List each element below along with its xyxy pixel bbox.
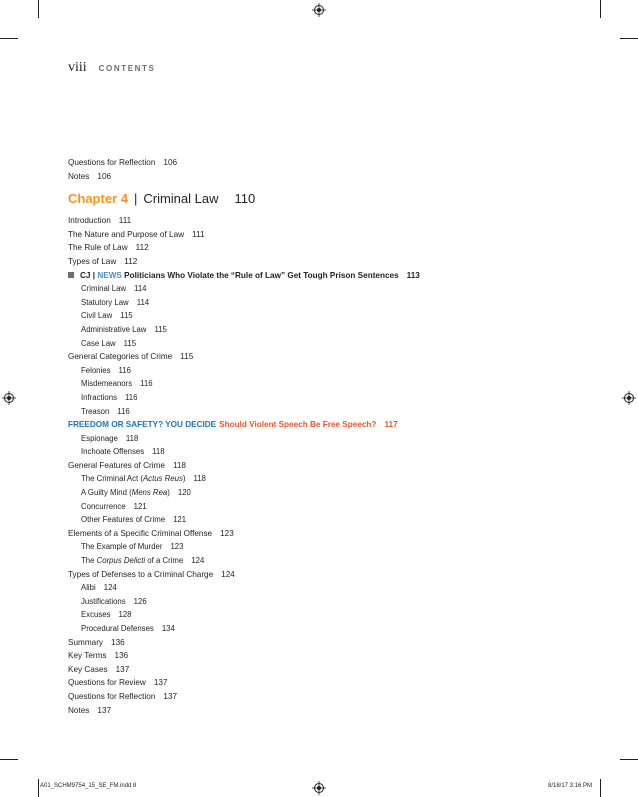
entry-page: 134 <box>161 624 175 633</box>
entry-page: 112 <box>124 256 138 266</box>
entry-page: 106 <box>163 158 178 167</box>
entry-page: 121 <box>133 501 147 511</box>
crop-mark-icon <box>620 38 638 39</box>
entry-page: 137 <box>163 691 178 701</box>
feature-label: FREEDOM OR SAFETY? YOU DECIDE <box>68 420 217 430</box>
entry-title: Types of Defenses to a Criminal Charge <box>68 569 214 579</box>
chapter-heading <box>68 190 588 208</box>
entry-title: Key Cases <box>68 664 108 674</box>
bullet-square-icon <box>68 272 74 278</box>
entry-page: 111 <box>192 229 205 239</box>
crop-mark-icon <box>620 759 638 760</box>
registration-mark-icon <box>2 391 16 405</box>
toc-entry <box>68 690 588 704</box>
entry-page: 118 <box>152 447 165 457</box>
toc-subentry <box>68 445 588 459</box>
entry-page: 115 <box>154 324 167 334</box>
entry-title: Questions for Reflection <box>68 691 156 701</box>
toc-subentry <box>68 391 588 405</box>
cj-separator: | <box>92 270 96 280</box>
entry-page: 137 <box>153 678 168 688</box>
entry-title: Criminal Law <box>81 284 127 294</box>
entry-title: Alibi <box>81 583 96 593</box>
entry-title: Notes <box>68 705 90 715</box>
entry-page: 120 <box>177 488 191 498</box>
freedom-safety-feature-entry <box>68 418 588 432</box>
entry-page: 116 <box>118 365 131 375</box>
toc-entry <box>68 636 588 650</box>
entry-page: 116 <box>124 392 138 402</box>
entry-title: Should Violent Speech Be Free Speech? <box>219 420 377 430</box>
entry-page: 118 <box>193 474 206 484</box>
toc-subentry <box>68 337 588 351</box>
entry-title: Politicians Who Violate the “Rule of Law” Get Tough Prison Sentences <box>124 270 399 280</box>
toc-entry <box>68 350 588 364</box>
entry-title-end: of a Crime <box>145 556 184 566</box>
entry-title: Questions for Review <box>68 678 146 688</box>
entry-page: 123 <box>220 528 234 538</box>
entry-title: The Example of Murder <box>81 542 163 552</box>
toc-subentry <box>68 309 588 323</box>
toc-subentry <box>68 472 588 486</box>
entry-title-italic: Actus Reus <box>142 474 183 484</box>
toc-subentry <box>68 595 588 609</box>
toc-entry <box>68 156 588 170</box>
slug-filename: A01_SCHM9754_15_SE_FM.indd 8 <box>40 783 137 789</box>
entry-page: 128 <box>118 610 132 620</box>
entry-page: 123 <box>170 542 184 552</box>
crop-mark-icon <box>0 38 18 39</box>
entry-page: 126 <box>133 596 147 606</box>
entry-title-start: A Guilty Mind ( <box>81 488 132 498</box>
toc-subentry <box>68 622 588 636</box>
toc-entry <box>68 459 588 473</box>
entry-title: Misdemeanors <box>81 379 133 389</box>
entry-title-start: The <box>81 556 97 566</box>
toc-subentry <box>68 608 588 622</box>
entry-title: Concurrence <box>81 501 126 511</box>
entry-title: Summary <box>68 637 104 647</box>
toc-entry <box>68 228 588 242</box>
chapter-title: Criminal Law <box>143 191 219 207</box>
toc-subentry <box>68 282 588 296</box>
entry-title: Procedural Defenses <box>81 624 154 633</box>
toc-entry <box>68 214 588 228</box>
entry-title: Statutory Law <box>81 297 129 307</box>
entry-title: Introduction <box>68 216 111 226</box>
entry-title: Infractions <box>81 392 117 402</box>
entry-page: 106 <box>97 171 112 181</box>
entry-title: Excuses <box>81 610 111 620</box>
toc-entry <box>68 527 588 541</box>
entry-title: Key Terms <box>68 651 107 661</box>
entry-page: 112 <box>135 243 149 253</box>
slug-date: 8/18/17 3:16 PM <box>548 783 593 789</box>
toc-subentry <box>68 581 588 595</box>
entry-title-end: ) <box>182 474 186 484</box>
entry-page: 111 <box>118 216 132 226</box>
entry-title: Elements of a Specific Criminal Offense <box>68 528 213 538</box>
toc-subentry <box>68 554 588 568</box>
entry-page: 137 <box>97 705 112 715</box>
entry-title-start: The Criminal Act ( <box>81 474 143 484</box>
news-label: NEWS <box>97 270 122 280</box>
toc-subentry <box>68 486 588 500</box>
entry-title: Treason <box>81 406 110 416</box>
entry-page: 137 <box>115 664 130 674</box>
toc-entry <box>68 676 588 690</box>
entry-page: 136 <box>114 651 129 661</box>
entry-title-end: ) <box>167 488 170 498</box>
toc-subentry <box>68 500 588 514</box>
entry-title: Civil Law <box>81 311 113 321</box>
entry-page: 124 <box>103 583 117 593</box>
running-header <box>68 60 155 76</box>
entry-title: Case Law <box>81 338 116 348</box>
entry-title: Inchoate Offenses <box>81 447 145 457</box>
entry-page: 124 <box>221 569 235 579</box>
registration-mark-icon <box>312 3 326 17</box>
registration-mark-icon <box>312 781 326 795</box>
toc-entry <box>68 663 588 677</box>
toc-subentry <box>68 364 588 378</box>
entry-page: 113 <box>406 270 420 280</box>
toc-entry <box>68 568 588 582</box>
page-folio: viii <box>68 60 87 75</box>
entry-title-italic: Corpus Delicti <box>96 556 146 566</box>
toc-entry <box>68 255 588 269</box>
crop-mark-icon <box>38 779 39 797</box>
entry-title: Notes <box>68 171 90 181</box>
entry-title: Administrative Law <box>81 324 147 334</box>
crop-mark-icon <box>600 0 601 18</box>
registration-mark-icon <box>622 391 636 405</box>
entry-page: 116 <box>117 406 130 416</box>
entry-title: General Categories of Crime <box>68 352 173 362</box>
toc-subentry <box>68 323 588 337</box>
toc-subentry <box>68 540 588 554</box>
table-of-contents <box>68 156 588 717</box>
entry-title: Espionage <box>81 433 118 443</box>
toc-subentry <box>68 405 588 419</box>
cj-label: CJ <box>80 270 91 280</box>
entry-title: General Features of Crime <box>68 460 165 470</box>
entry-title: Felonies <box>81 365 111 375</box>
toc-subentry <box>68 296 588 310</box>
entry-page: 116 <box>140 379 153 389</box>
entry-title: The Rule of Law <box>68 243 128 253</box>
cj-news-feature-entry <box>68 269 588 283</box>
entry-page: 124 <box>191 556 205 566</box>
toc-entry <box>68 704 588 718</box>
toc-entry <box>68 170 588 184</box>
entry-page: 118 <box>125 433 139 443</box>
toc-entry <box>68 241 588 255</box>
entry-title: Other Features of Crime <box>81 515 166 525</box>
toc-subentry <box>68 513 588 527</box>
entry-title: The Nature and Purpose of Law <box>68 229 185 239</box>
entry-page: 118 <box>172 460 186 470</box>
crop-mark-icon <box>38 0 39 18</box>
entry-title: Justifications <box>81 596 126 606</box>
chapter-separator: | <box>133 191 138 207</box>
entry-title: Questions for Reflection <box>68 158 156 167</box>
entry-page: 121 <box>173 515 187 525</box>
entry-page: 115 <box>180 352 194 362</box>
entry-page: 114 <box>134 284 147 294</box>
chapter-number: Chapter 4 <box>68 191 128 207</box>
toc-subentry <box>68 432 588 446</box>
entry-page: 117 <box>384 420 398 430</box>
chapter-page: 110 <box>234 191 256 207</box>
crop-mark-icon <box>600 779 601 797</box>
entry-page: 115 <box>123 338 137 348</box>
entry-title: Types of Law <box>68 256 117 266</box>
entry-title-italic: Mens Rea <box>131 488 168 498</box>
toc-subentry <box>68 377 588 391</box>
crop-mark-icon <box>0 759 18 760</box>
entry-page: 115 <box>120 311 133 321</box>
entry-page: 136 <box>111 637 125 647</box>
toc-entry <box>68 649 588 663</box>
entry-page: 114 <box>136 297 150 307</box>
section-label: CONTENTS <box>98 64 156 73</box>
